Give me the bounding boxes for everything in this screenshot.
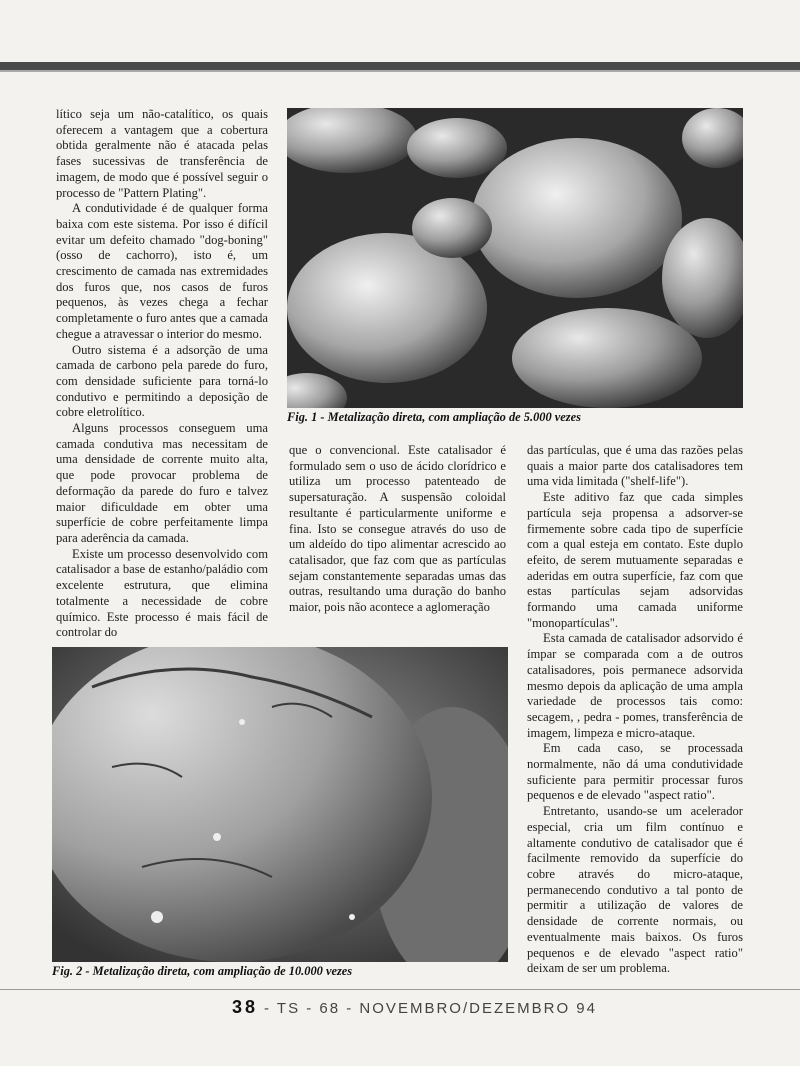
paragraph: A condutividade é de qualquer forma baixa com este sistema. Por isso é difícil evitar um defeito chamado "dog-boning" (osso de cachorro), isto é, um crescimento de camada nas extremidades dos furos que, nos casos de furos pequenos, às vezes chega a fechar completamente o furo antes que a camada chegue a atravessar o interior do mesmo.: [56, 201, 268, 341]
paragraph: Esta camada de catalisador adsorvido é ímpar se comparada com a de outros catalisadores, pois permanece adsorvida mesmo depois da aplicação de uma ampla variedade de processos tais como: secagem, , pedra - pomes, transferência de imagem, limpeza e micro-ataque.: [527, 631, 743, 740]
paragraph: Existe um processo desenvolvido com catalisador a base de estanho/paládio com excelente estrutura, que elimina totalmente a necessidade de cobre químico. Este processo é mais fácil de controlar do: [56, 546, 268, 640]
micrograph-image: [52, 647, 508, 962]
issue-info: - TS - 68 - NOVEMBRO/DEZEMBRO 94: [264, 1000, 597, 1017]
paragraph: lítico seja um não-catalítico, os quais oferecem a vantagem que a cobertura obtida geralmente não é atacada pelas fases sucessivas de transferência de imagem, de modo que é possível seguir o processo de "Pattern Plating".: [56, 107, 268, 200]
text-column-3: [527, 443, 743, 977]
figure-1-caption: Fig. 1 - Metalização direta, com ampliação de 5.000 vezes: [287, 410, 581, 424]
paragraph: Outro sistema é a adsorção de uma camada de carbono pela parede do furo, com densidade suficiente para torná-lo condutivo e permitindo a deposição de cobre eletrolítico.: [56, 342, 268, 420]
header-bar: [0, 62, 800, 70]
micrograph-image: [287, 108, 743, 408]
paragraph: Este aditivo faz que cada simples partícula seja propensa a adsorver-se firmemente sobre cada tipo de superfície com a qual esteja em contato. Este duplo efeito, de serem mutuamente separadas e aderidas em outra superfície, faz com que estas partículas sejam adsorvidas formando uma camada uniforme "monopartículas".: [527, 490, 743, 630]
paragraph: das partículas, que é uma das razões pelas quais a maior parte dos catalisadores tem uma vida limitada ("shelf-life").: [527, 443, 743, 489]
footer-rule: [0, 989, 800, 990]
paragraph: Em cada caso, se processada normalmente, não dá uma condutividade suficiente para permitir processar furos pequenos e de elevado "aspect ratio".: [527, 741, 743, 803]
header-bar-shadow: [0, 70, 800, 72]
paragraph: que o convencional. Este catalisador é formulado sem o uso de ácido clorídrico e utiliza um processo patenteado de supersaturação. A suspensão coloidal resultante é particularmente uniforme e fina. Isto se consegue através do uso de um aldeído do tipo alimentar acrescido ao catalisador, que faz com que as partículas sejam constantemente separadas umas das outras, resultando uma duração do banho maior, pois não acontece a aglomeração: [289, 443, 506, 615]
figure-2-micrograph: [52, 647, 508, 962]
figure-2-caption: Fig. 2 - Metalização direta, com ampliação de 10.000 vezes: [52, 964, 353, 978]
text-column-2: [289, 443, 506, 616]
text-column-1: [56, 107, 268, 641]
page-number: 38: [232, 997, 259, 1017]
page-footer: [232, 997, 597, 1018]
paragraph: Entretanto, usando-se um acelerador especial, cria um film contínuo e altamente condutivo de catalisador que é facilmente removido da superfície do cobre através do micro-ataque, permanecendo condutivo a tal ponto de permitir a utilização de valores de densidade de corrente normais, ou eventualmente mais baixos. Os furos pequenos e de elevado "aspect ratio" deixam de ser um problema.: [527, 804, 743, 976]
figure-1-micrograph: [287, 108, 743, 408]
paragraph: Alguns processos conseguem uma camada condutiva mas necessitam de uma densidade de corrente muito alta, que pode provocar problema de deformação da parede do furo e talvez maior dificuldade em obter uma superfície de cobre perfeitamente limpa para aderência da camada.: [56, 421, 268, 545]
